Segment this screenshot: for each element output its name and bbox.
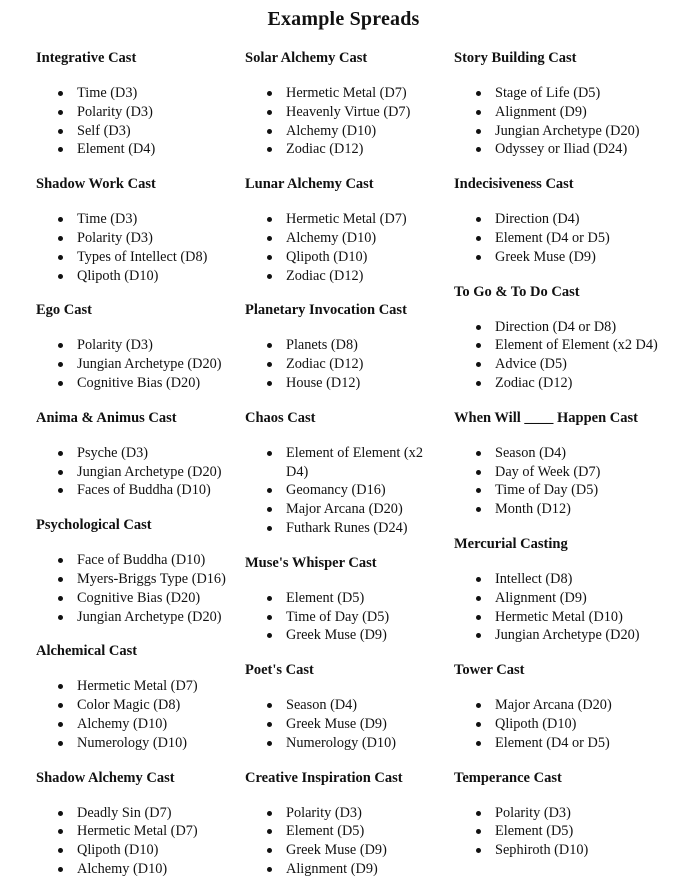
column-1	[36, 48, 241, 879]
list-item: Alchemy (D10)	[245, 122, 447, 141]
item-list	[36, 336, 241, 392]
spread-section	[245, 48, 447, 174]
list-item: Major Arcana (D20)	[245, 500, 447, 519]
list-item: Alchemy (D10)	[36, 715, 241, 734]
item-list	[454, 570, 680, 645]
list-item: Direction (D4 or D8)	[454, 318, 680, 337]
list-item: Hermetic Metal (D7)	[36, 677, 241, 696]
list-item: Faces of Buddha (D10)	[36, 481, 241, 500]
list-item: Greek Muse (D9)	[245, 841, 447, 860]
spread-section	[36, 768, 241, 879]
list-item: Advice (D5)	[454, 355, 680, 374]
section-title: Lunar Alchemy Cast	[245, 176, 374, 193]
spread-section	[36, 48, 241, 174]
item-list	[36, 444, 241, 500]
list-item: Jungian Archetype (D20)	[36, 355, 241, 374]
section-title: Shadow Work Cast	[36, 176, 156, 193]
spread-section	[36, 515, 241, 641]
section-title: Mercurial Casting	[454, 535, 568, 552]
list-item: Greek Muse (D9)	[454, 248, 680, 267]
section-title: Anima & Animus Cast	[36, 409, 177, 426]
list-item: Time (D3)	[36, 84, 241, 103]
list-item: Zodiac (D12)	[245, 140, 447, 159]
list-item: Heavenly Virtue (D7)	[245, 103, 447, 122]
list-item: Zodiac (D12)	[245, 355, 447, 374]
list-item: Jungian Archetype (D20)	[36, 608, 241, 627]
list-item: Qlipoth (D10)	[245, 248, 447, 267]
section-title: Poet's Cast	[245, 662, 314, 679]
spread-section	[245, 174, 447, 300]
list-item: Alchemy (D10)	[36, 860, 241, 879]
item-list	[454, 210, 680, 266]
list-item: Polarity (D3)	[36, 229, 241, 248]
list-item: Element (D5)	[245, 822, 447, 841]
spread-section	[245, 408, 447, 553]
list-item: Hermetic Metal (D7)	[245, 84, 447, 103]
section-title: Chaos Cast	[245, 409, 316, 426]
list-item: Alignment (D9)	[245, 860, 447, 879]
spread-section	[36, 300, 241, 407]
item-list	[245, 444, 447, 538]
section-title: Ego Cast	[36, 302, 92, 319]
list-item: House (D12)	[245, 374, 447, 393]
spread-section	[454, 768, 680, 860]
section-title: Story Building Cast	[454, 50, 577, 66]
item-list	[245, 210, 447, 285]
item-list	[454, 696, 680, 752]
spread-section	[454, 660, 680, 767]
spread-section	[245, 660, 447, 767]
list-item: Stage of Life (D5)	[454, 84, 680, 103]
list-item: Numerology (D10)	[36, 734, 241, 753]
list-item: Face of Buddha (D10)	[36, 551, 241, 570]
section-title: Temperance Cast	[454, 769, 562, 786]
list-item: Element (D4 or D5)	[454, 734, 680, 753]
page-title: Example Spreads	[267, 8, 420, 30]
list-item: Element (D5)	[454, 822, 680, 841]
list-item: Greek Muse (D9)	[245, 626, 447, 645]
list-item: Alignment (D9)	[454, 103, 680, 122]
spread-section	[454, 408, 680, 534]
list-item: Zodiac (D12)	[454, 374, 680, 393]
list-item: Jungian Archetype (D20)	[36, 463, 241, 482]
spread-section	[36, 408, 241, 515]
list-item: Geomancy (D16)	[245, 481, 447, 500]
list-item: Sephiroth (D10)	[454, 841, 680, 860]
spread-section	[245, 553, 447, 660]
list-item: Polarity (D3)	[36, 103, 241, 122]
list-item: Element of Element (x2 D4)	[454, 336, 680, 355]
column-2	[245, 48, 447, 879]
list-item: Time of Day (D5)	[245, 608, 447, 627]
item-list	[454, 444, 680, 519]
section-title: Tower Cast	[454, 662, 525, 679]
item-list	[245, 804, 447, 879]
item-list	[454, 804, 680, 860]
list-item: Myers-Briggs Type (D16)	[36, 570, 241, 589]
list-item: Cognitive Bias (D20)	[36, 589, 241, 608]
list-item: Element (D5)	[245, 589, 447, 608]
list-item: Deadly Sin (D7)	[36, 804, 241, 823]
section-title: Shadow Alchemy Cast	[36, 769, 175, 786]
section-title: To Go & To Do Cast	[454, 283, 580, 300]
spread-section	[245, 768, 447, 879]
item-list	[454, 318, 680, 393]
list-item: Color Magic (D8)	[36, 696, 241, 715]
item-list	[36, 677, 241, 752]
list-item: Qlipoth (D10)	[36, 841, 241, 860]
list-item: Jungian Archetype (D20)	[454, 122, 680, 141]
list-item: Polarity (D3)	[36, 336, 241, 355]
column-3	[454, 48, 680, 860]
spread-section	[245, 300, 447, 407]
item-list	[245, 589, 447, 645]
list-item: Time (D3)	[36, 210, 241, 229]
list-item: Greek Muse (D9)	[245, 715, 447, 734]
spread-section	[36, 641, 241, 767]
list-item: Alchemy (D10)	[245, 229, 447, 248]
list-item: Planets (D8)	[245, 336, 447, 355]
section-title: Planetary Invocation Cast	[245, 302, 407, 319]
section-title: Alchemical Cast	[36, 643, 138, 660]
list-item: Futhark Runes (D24)	[245, 519, 447, 538]
section-title: Solar Alchemy Cast	[245, 50, 368, 66]
section-title: When Will ____ Happen Cast	[454, 409, 638, 426]
list-item: Jungian Archetype (D20)	[454, 626, 680, 645]
section-title: Creative Inspiration Cast	[245, 769, 403, 786]
list-item: Major Arcana (D20)	[454, 696, 680, 715]
list-item: Psyche (D3)	[36, 444, 241, 463]
spread-section	[454, 174, 680, 281]
item-list	[245, 336, 447, 392]
spread-section	[36, 174, 241, 300]
list-item: Hermetic Metal (D7)	[36, 822, 241, 841]
list-item: Hermetic Metal (D7)	[245, 210, 447, 229]
section-title: Indecisiveness Cast	[454, 176, 574, 193]
spread-section	[454, 48, 680, 174]
list-item: Cognitive Bias (D20)	[36, 374, 241, 393]
section-title: Integrative Cast	[36, 50, 137, 66]
item-list	[245, 696, 447, 752]
section-title: Psychological Cast	[36, 517, 152, 534]
list-item: Season (D4)	[245, 696, 447, 715]
list-item: Numerology (D10)	[245, 734, 447, 753]
list-item: Element of Element (x2 D4)	[245, 444, 447, 482]
section-title: Muse's Whisper Cast	[245, 554, 377, 571]
item-list	[454, 84, 680, 159]
list-item: Types of Intellect (D8)	[36, 248, 241, 267]
item-list	[36, 804, 241, 879]
spread-section	[454, 282, 680, 408]
list-item: Self (D3)	[36, 122, 241, 141]
list-item: Day of Week (D7)	[454, 463, 680, 482]
list-item: Direction (D4)	[454, 210, 680, 229]
item-list	[36, 84, 241, 159]
list-item: Polarity (D3)	[245, 804, 447, 823]
list-item: Hermetic Metal (D10)	[454, 608, 680, 627]
list-item: Polarity (D3)	[454, 804, 680, 823]
list-item: Qlipoth (D10)	[36, 267, 241, 286]
list-item: Alignment (D9)	[454, 589, 680, 608]
list-item: Time of Day (D5)	[454, 481, 680, 500]
list-item: Qlipoth (D10)	[454, 715, 680, 734]
item-list	[36, 551, 241, 626]
list-item: Element (D4)	[36, 140, 241, 159]
item-list	[36, 210, 241, 285]
list-item: Zodiac (D12)	[245, 267, 447, 286]
item-list	[245, 84, 447, 159]
list-item: Season (D4)	[454, 444, 680, 463]
list-item: Month (D12)	[454, 500, 680, 519]
spread-section	[454, 534, 680, 660]
list-item: Element (D4 or D5)	[454, 229, 680, 248]
list-item: Odyssey or Iliad (D24)	[454, 140, 680, 159]
list-item: Intellect (D8)	[454, 570, 680, 589]
